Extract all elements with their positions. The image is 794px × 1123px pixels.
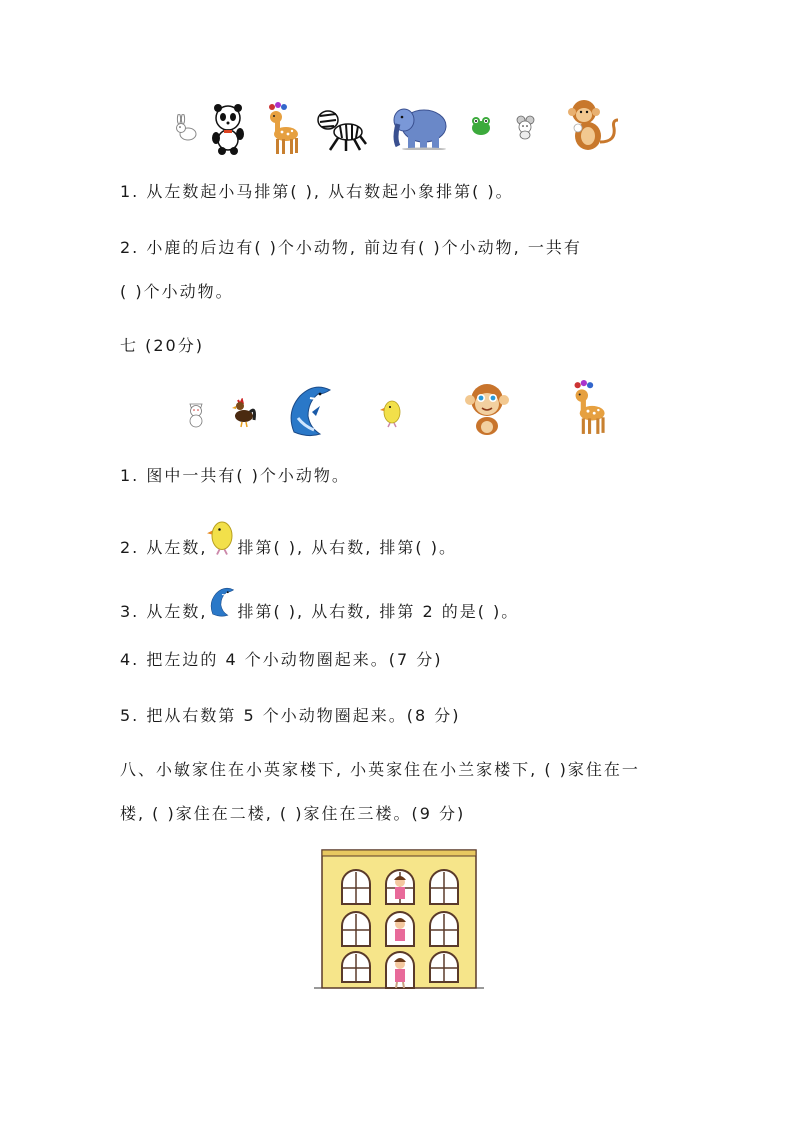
dolphin-icon [284, 382, 336, 440]
q7-5-text: 5. 把从右数第 5 个小动物圈起来。(8 分) [120, 706, 461, 725]
girl-floor-3 [394, 876, 406, 899]
deer-icon-2 [568, 380, 608, 436]
girl-floor-2 [394, 918, 406, 941]
q6-2-text-line2: ( )个小动物。 [120, 282, 234, 301]
q7-3-right: 排第( ), 从右数, 排第 2 的是( )。 [237, 602, 520, 621]
q7-2-text [120, 538, 457, 558]
zebra-icon [316, 106, 368, 152]
q8-text-line2: 楼, ( )家住在二楼, ( )家住在三楼。(9 分) [120, 804, 466, 823]
q7-4-text: 4. 把左边的 4 个小动物圈起来。(7 分) [120, 650, 443, 669]
q7-1-text: 1. 图中一共有( )个小动物。 [120, 466, 350, 485]
q8-text-line1: 八、小敏家住在小英家楼下, 小英家住在小兰家楼下, ( )家住在一 [120, 760, 640, 779]
monkey-face-icon [464, 380, 510, 436]
section7-heading: 七 (20分) [120, 336, 204, 355]
chick-icon [380, 398, 404, 428]
deer-icon [264, 102, 300, 156]
chick-icon-inline [207, 517, 237, 557]
q6-2-text-line1: 2. 小鹿的后边有( )个小动物, 前边有( )个小动物, 一共有 [120, 238, 582, 257]
elephant-icon [390, 104, 448, 150]
q6-1-text: 1. 从左数起小马排第( ), 从右数起小象排第( )。 [120, 182, 514, 201]
dolphin-icon-inline [207, 585, 237, 619]
mouse-icon [514, 114, 536, 140]
panda-icon [208, 104, 248, 156]
q7-2-right: 排第( ), 从右数, 排第( )。 [237, 538, 457, 557]
frog-icon [470, 116, 492, 136]
apartment-building-illustration [314, 848, 484, 990]
rooster-icon [228, 398, 256, 428]
cat-icon [186, 400, 206, 428]
monkey-icon [566, 98, 622, 154]
q7-3-text [120, 602, 519, 622]
rabbit-icon [172, 114, 200, 142]
q7-2-left: 2. 从左数, [120, 538, 208, 557]
q7-3-left: 3. 从左数, [120, 602, 208, 621]
